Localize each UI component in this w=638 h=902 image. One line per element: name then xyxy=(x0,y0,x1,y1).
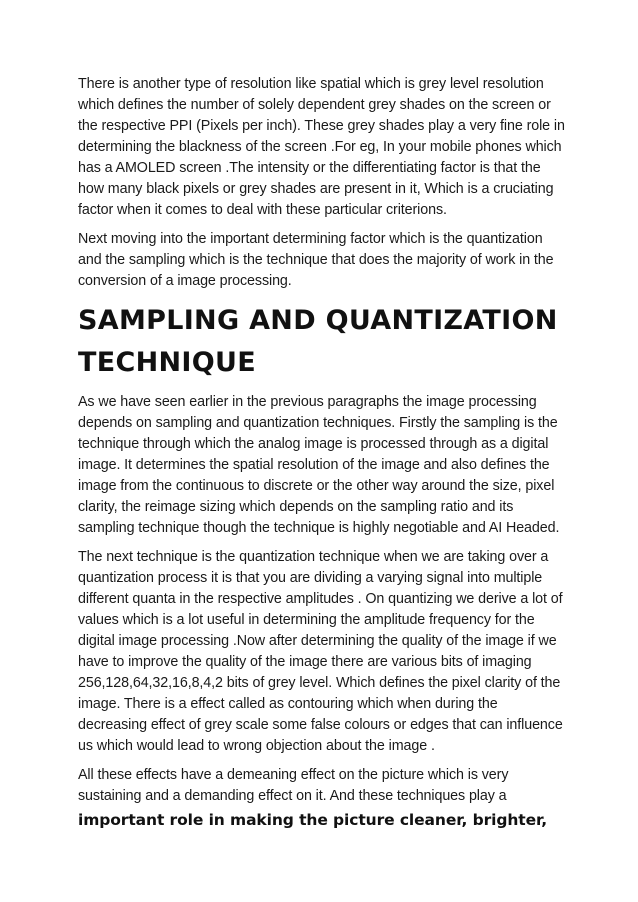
final-paragraph xyxy=(78,765,568,832)
body-paragraph: The next technique is the quantization technique when we are taking over a quantization process it is that you are dividing a varying signal into multiple different quanta in the respective amplitudes . On quantizing we derive a lot of values which is a lot useful in determining the amplitude frequency for the digital image processing .Now after determining the quality of the image if we have to improve the quality of the image there are various bits of imaging 256,128,64,32,16,8,4,2 bits of grey level. Which defines the pixel clarity of the image. There is a effect called as contouring which when during the decreasing effect of grey scale some false colours or edges that can influence us which would lead to wrong objection about the image . xyxy=(78,549,563,754)
section-heading: SAMPLING AND QUANTIZATION TECHNIQUE xyxy=(78,305,558,378)
body-paragraph: There is another type of resolution like spatial which is grey level resolution which defines the number of solely dependent grey shades on the screen or the respective PPI (Pixels per inch). These grey shades play a very fine role in determining the blackness of the screen .For eg, In your mobile phones which has a AMOLED screen .The intensity or the differentiating factor is that the how many black pixels or grey shades are present in it, Which is a cruciating factor when it comes to deal with these particular criterions. xyxy=(78,76,565,218)
body-paragraph: As we have seen earlier in the previous paragraphs the image processing depends on sampling and quantization techniques. Firstly the sampling is the technique through which the analog image is processed through as a digital image. It determines the spatial resolution of the image and also defines the image from the continuous to discrete or the other way around the size, pixel clarity, the reimage sizing which depends on the sampling ratio and its sampling technique though the technique is highly negotiable and AI Headed. xyxy=(78,394,560,536)
final-paragraph-bold-text: important role in making the picture cleaner, brighter, xyxy=(78,811,548,829)
document-page xyxy=(78,74,568,832)
final-paragraph-text: All these effects have a demeaning effect on the picture which is very sustaining and a demanding effect on it. And these techniques play a xyxy=(78,767,509,804)
body-paragraph: Next moving into the important determining factor which is the quantization and the sampling which is the technique that does the majority of work in the conversion of a image processing. xyxy=(78,231,554,289)
